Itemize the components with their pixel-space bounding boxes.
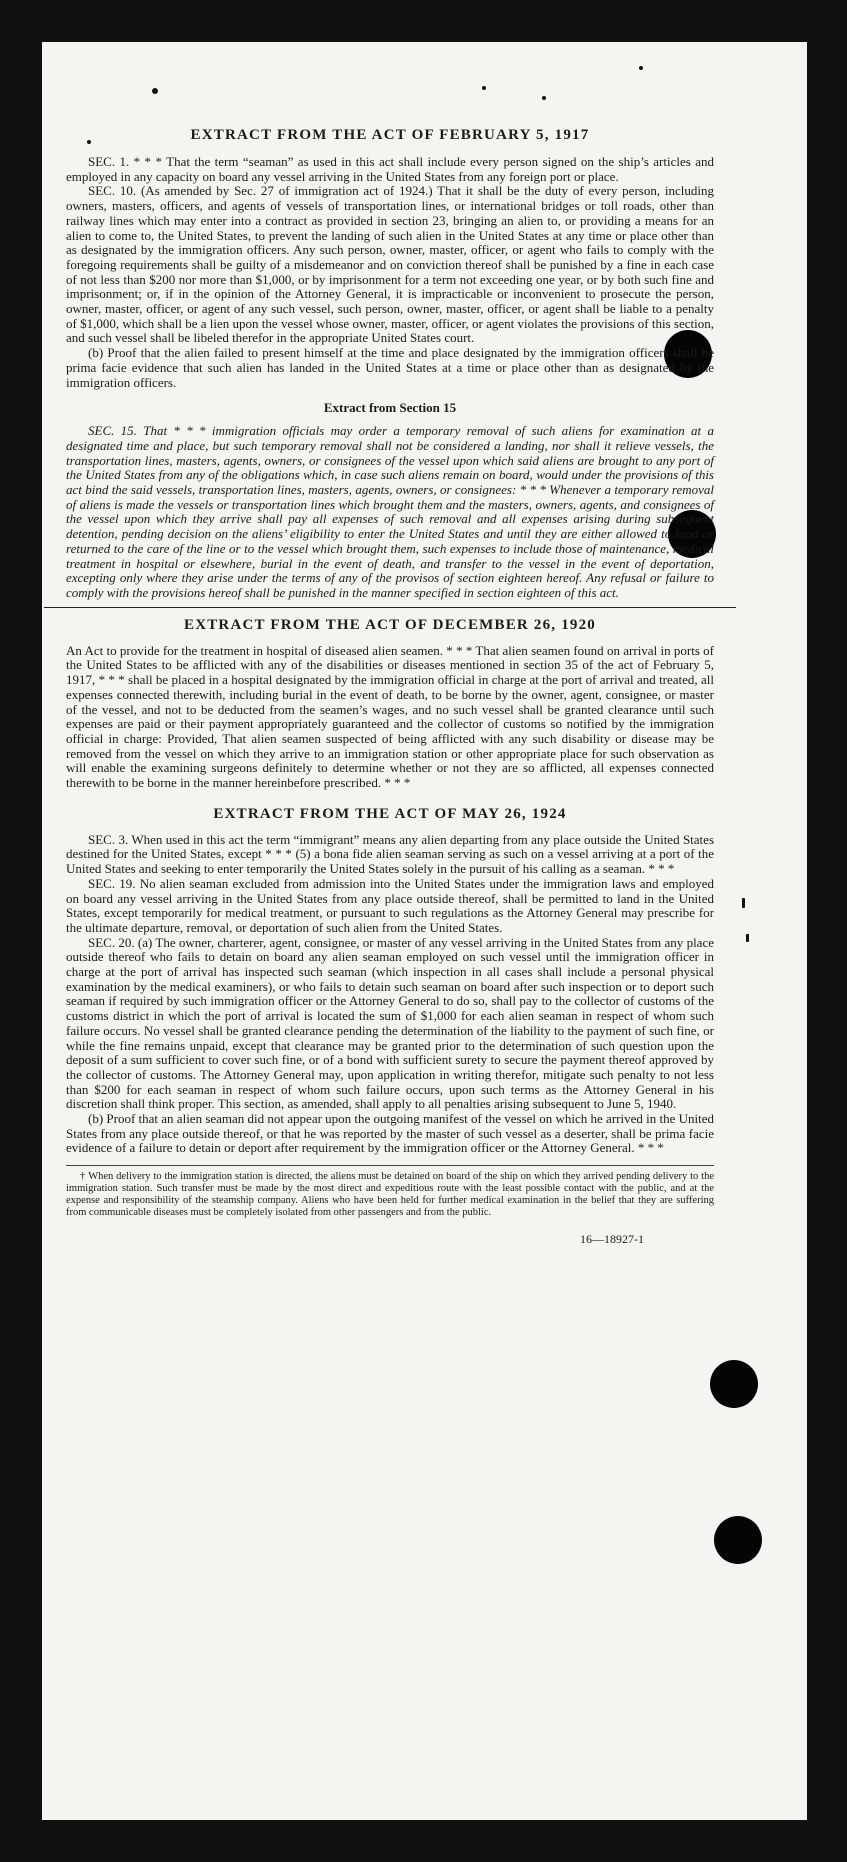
form-code: 16—18927-1 [580,1232,644,1247]
ink-speck [639,66,643,70]
sec19-paragraph: SEC. 19. No alien seaman excluded from admission into the United States under the immigration laws and employed on board any vessel arriving in the United States from any place outside thereof, shall be permitted to land in the United States, except temporarily for medical treatment, or pursuant to such regulations as the Attorney General may prescribe for the ultimate departure, removal, or deportation of such alien from the United States. [66,875,714,935]
heading-section-15: Extract from Section 15 [323,400,457,416]
sec1-paragraph: SEC. 1. * * * That the term “seaman” as used in this act shall include every person signed on the ship’s articles and employed in any capacity on board any vessel arriving in the United States from any foreign port or place. [66,154,714,184]
section-divider [44,607,736,608]
sec10-paragraph: SEC. 10. (As amended by Sec. 27 of immigration act of 1924.) That it shall be the duty of every person, including owners, masters, officers, and agents of vessels of transportation lines, or international bridges or toll roads, other than railway lines which may enter into a contract as provided in section 23, bringing an alien to, or providing a means for an alien to come to, the United States, to prevent the landing of such alien in the United States at any time or place other than as designated by the immigration officers. Any such person, owner, master, officer, or agent who fails to comply with the foregoing requirements shall be guilty of a misdemeanor and on conviction thereof shall be punished by a fine in each case of not less than $200 nor more than $1,000, or by imprisonment for a term not exceeding one year, or by both such fine and imprisonment; or, if in the opinion of the Attorney General, it is impracticable or inconvenient to prosecute the person, owner, master, officer, or agent of any such vessel, such person, owner, master, officer, or agent shall be liable to a penalty of $1,000, which shall be a lien upon the vessel whose owner, master, officer, or agent violates the provisions of this section, and such vessel shall be libeled therefor in the appropriate United States court. [66,183,714,346]
punch-hole [714,1516,762,1564]
footnote-text: † When delivery to the immigration station is directed, the aliens must be detained on board of the ship on which they arrived pending delivery to the immigration station. Such transfer must be made by the most direct and expeditious route with the least possible contact with the public, and at the expense and responsibility of the steamship company. Aliens who have been held for further medical examination in the belief that they are suffering from communicable diseases must be completely isolated from other passengers and from the public. [66,1171,714,1218]
sec3-paragraph: SEC. 3. When used in this act the term “immigrant” means any alien departing from any place outside the United States destined for the United States, except * * * (5) a bona fide alien seaman serving as such on a vessel arriving at a port of the United States and seeking to enter temporarily the United States solely in the pursuit of his calling as a seaman. * * * [66,831,714,877]
sec10b-paragraph: (b) Proof that the alien failed to present himself at the time and place designated by the immigration officers shall be prima facie evidence that such alien has landed in the United States at a time or place other than as designated by the immigration officers. [66,345,714,390]
punch-hole [710,1360,758,1408]
heading-act-1917: EXTRACT FROM THE ACT OF FEBRUARY 5, 1917 [190,127,590,143]
document-body [66,126,714,1247]
ink-speck [746,934,749,942]
ink-speck [742,898,745,908]
act-1920-paragraph: An Act to provide for the treatment in hospital of diseased alien seamen. * * * That alien seamen found on arrival in ports of the United States to be afflicted with any of the disabilities or diseases mentioned in section 35 of the act of February 5, 1917, * * * shall be placed in a hospital designated by the immigration official in charge at the port of arrival and treated, all expenses connected therewith, including burial in the event of death, to be borne by the owner, agent, consignee, or master of the vessel, and not to be deducted from the seamen’s wages, and no such vessel shall be granted clearance until such expenses are paid or their payment appropriately guaranteed and the collector of customs so notified by the immigration official in charge: Provided, That alien seamen suspected of being afflicted with any such disability or disease may be removed from the vessel on which they arrive to an immigration station or other appropriate place for such observation as will enable the examining surgeons definitely to determine whether or not they are so afflicted, all expenses connected therewith to be borne in the manner hereinbefore prescribed. * * * [66,642,714,791]
sec20-paragraph: SEC. 20. (a) The owner, charterer, agent, consignee, or master of any vessel arriving in the United States from any place outside thereof who fails to detain on board any alien seaman employed on such vessel until the immigration officer in charge at the port of arrival has inspected such seaman (which inspection in all cases shall include a personal physical examination by the medical examiners), or who fails to detain such seaman on board after such inspection or to deport such seaman if required by such immigration officer or the Attorney General to do so, shall pay to the collector of customs of the customs district in which the port of arrival is located the sum of $1,000 for each alien seaman in respect of whom such failure occurs. No vessel shall be granted clearance pending the determination of the liability to the payment of such fine, or while the fine remains unpaid, except that clearance may be granted prior to the determination of such question upon the deposit of a sum sufficient to cover such fine, or of a bond with sufficient surety to secure the payment thereof approved by the collector of customs. The Attorney General may, upon application in writing therefor, mitigate such penalty to not less than $200 for each seaman in respect of whom such failure occurs, upon such terms as the Attorney General in his discretion shall think proper. This section, as amended, shall apply to all penalties arising subsequent to June 5, 1940. [66,934,714,1112]
sec20b-paragraph: (b) Proof that an alien seaman did not appear upon the outgoing manifest of the vessel on which he arrived in the United States from any place outside thereof, or that he was reported by the master of such vessel as a deserter, shall be prima facie evidence of a failure to detain or deport after requirement by the immigration officer or the Attorney General. * * * [66,1111,714,1156]
heading-act-1920: EXTRACT FROM THE ACT OF DECEMBER 26, 1920 [183,616,597,633]
ink-speck [542,96,546,100]
sec15-paragraph: SEC. 15. That * * * immigration officials may order a temporary removal of such aliens for examination at a designated time and place, but such temporary removal shall not be considered a landing, nor shall it relieve vessels, the transportation lines, masters, agents, owners, or consignees of the vessel upon which said aliens are brought to any port of the United States from any of the obligations which, in case such aliens remain on board, would under the provisions of this act bind the said vessels, transportation lines, masters, agents, owners, or consignees: * * * Whenever a temporary removal of aliens is made the vessels or transportation lines which brought them and the masters, owners, agents, and consignees of the vessel upon which they arrive shall pay all expenses of such removal and all expenses arising during subsequent detention, pending decision on the aliens’ eligibility to enter the United States and until they are either allowed to land or returned to the care of the line or to the vessel which brought them, such expenses to include those of maintenance, medical treatment in hospital or elsewhere, burial in the event of death, and transfer to the vessel in the event of deportation, excepting only where they arise under the terms of any of the provisos of section eighteen hereof. Any refusal or failure to comply with the provisions hereof shall be punished in the manner specified in section eighteen of this act. [66,423,714,600]
footnote-divider [66,1165,714,1166]
heading-act-1924: EXTRACT FROM THE ACT OF MAY 26, 1924 [213,805,567,822]
ink-speck [482,86,486,90]
ink-speck [152,88,158,94]
